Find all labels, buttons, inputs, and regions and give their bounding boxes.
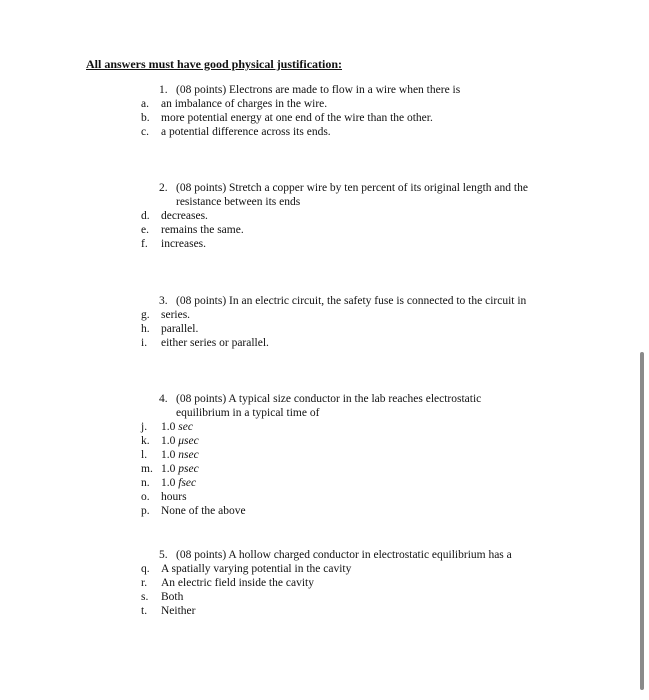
option-letter: d. xyxy=(141,210,150,222)
option-letter: l. xyxy=(141,449,148,461)
option-text: Both xyxy=(161,591,184,603)
option-text: Neither xyxy=(161,605,196,617)
option-t[interactable] xyxy=(141,604,512,618)
option-n[interactable] xyxy=(141,476,481,490)
option-unit: sec xyxy=(178,421,193,433)
option-letter: p. xyxy=(141,505,150,517)
option-h[interactable] xyxy=(141,322,526,336)
option-text: An electric field inside the cavity xyxy=(161,577,314,589)
question-text-continued: resistance between its ends xyxy=(176,196,301,208)
question-1 xyxy=(141,83,460,139)
option-p[interactable] xyxy=(141,504,481,518)
option-text: None of the above xyxy=(161,505,246,517)
option-unit: fsec xyxy=(178,477,197,489)
vertical-scrollbar[interactable] xyxy=(640,352,644,690)
option-letter: i. xyxy=(141,337,148,349)
question-text: (08 points) In an electric circuit, the safety fuse is connected to the circuit in xyxy=(176,295,527,307)
option-letter: s. xyxy=(141,591,149,603)
question-text: (08 points) A hollow charged conductor in electrostatic equilibrium has a xyxy=(176,549,512,561)
option-q[interactable] xyxy=(141,562,512,576)
question-4 xyxy=(141,392,481,518)
option-letter: f. xyxy=(141,238,148,250)
option-k[interactable] xyxy=(141,434,481,448)
option-letter: n. xyxy=(141,477,150,489)
question-number: 5. xyxy=(159,549,168,561)
option-letter: k. xyxy=(141,435,150,447)
question-text: (08 points) Stretch a copper wire by ten percent of its original length and the xyxy=(176,182,528,194)
option-r[interactable] xyxy=(141,576,512,590)
option-letter: t. xyxy=(141,605,148,617)
option-letter: q. xyxy=(141,563,150,575)
option-letter: j. xyxy=(141,421,148,433)
page-heading: All answers must have good physical justification: xyxy=(86,57,343,71)
options-list xyxy=(141,209,528,251)
question-number: 3. xyxy=(159,295,168,307)
question-text: (08 points) Electrons are made to flow in a wire when there is xyxy=(176,84,461,96)
option-text: a potential difference across its ends. xyxy=(161,126,331,138)
question-number: 1. xyxy=(159,84,168,96)
option-letter: c. xyxy=(141,126,149,138)
option-letter: e. xyxy=(141,224,149,236)
option-text: series. xyxy=(161,309,191,321)
option-text: decreases. xyxy=(161,210,208,222)
option-i[interactable] xyxy=(141,336,526,350)
option-s[interactable] xyxy=(141,590,512,604)
option-text: increases. xyxy=(161,238,207,250)
option-letter: h. xyxy=(141,323,150,335)
option-e[interactable] xyxy=(141,223,528,237)
question-text-continued: equilibrium in a typical time of xyxy=(176,407,320,419)
option-j[interactable] xyxy=(141,420,481,434)
option-b[interactable] xyxy=(141,111,460,125)
option-text: more potential energy at one end of the wire than the other. xyxy=(161,112,433,124)
option-value: 1.0 xyxy=(161,449,176,461)
question-2 xyxy=(141,181,528,251)
options-list xyxy=(141,308,526,350)
question-number: 4. xyxy=(159,393,168,405)
options-list xyxy=(141,97,460,139)
option-value: 1.0 xyxy=(161,463,176,475)
options-list xyxy=(141,420,481,518)
option-text: an imbalance of charges in the wire. xyxy=(161,98,328,110)
option-text: A spatially varying potential in the cavity xyxy=(161,563,352,575)
option-a[interactable] xyxy=(141,97,460,111)
option-unit: nsec xyxy=(178,449,199,461)
option-value: 1.0 xyxy=(161,421,176,433)
option-letter: b. xyxy=(141,112,150,124)
option-g[interactable] xyxy=(141,308,526,322)
question-5 xyxy=(141,548,512,618)
option-d[interactable] xyxy=(141,209,528,223)
question-text: (08 points) A typical size conductor in the lab reaches electrostatic xyxy=(176,393,482,405)
option-value: 1.0 xyxy=(161,477,176,489)
option-text: either series or parallel. xyxy=(161,337,269,349)
option-letter: o. xyxy=(141,491,150,503)
option-l[interactable] xyxy=(141,448,481,462)
option-unit: μsec xyxy=(178,435,199,447)
option-letter: a. xyxy=(141,98,149,110)
option-letter: g. xyxy=(141,309,150,321)
option-letter: m. xyxy=(141,463,153,475)
option-unit: psec xyxy=(178,463,199,475)
options-list xyxy=(141,562,512,618)
question-3 xyxy=(141,294,526,350)
option-text: remains the same. xyxy=(161,224,244,236)
option-text: parallel. xyxy=(161,323,199,335)
option-text: hours xyxy=(161,491,187,503)
option-letter: r. xyxy=(141,577,148,589)
option-f[interactable] xyxy=(141,237,528,251)
option-c[interactable] xyxy=(141,125,460,139)
option-value: 1.0 xyxy=(161,435,176,447)
option-m[interactable] xyxy=(141,462,481,476)
question-number: 2. xyxy=(159,182,168,194)
option-o[interactable] xyxy=(141,490,481,504)
